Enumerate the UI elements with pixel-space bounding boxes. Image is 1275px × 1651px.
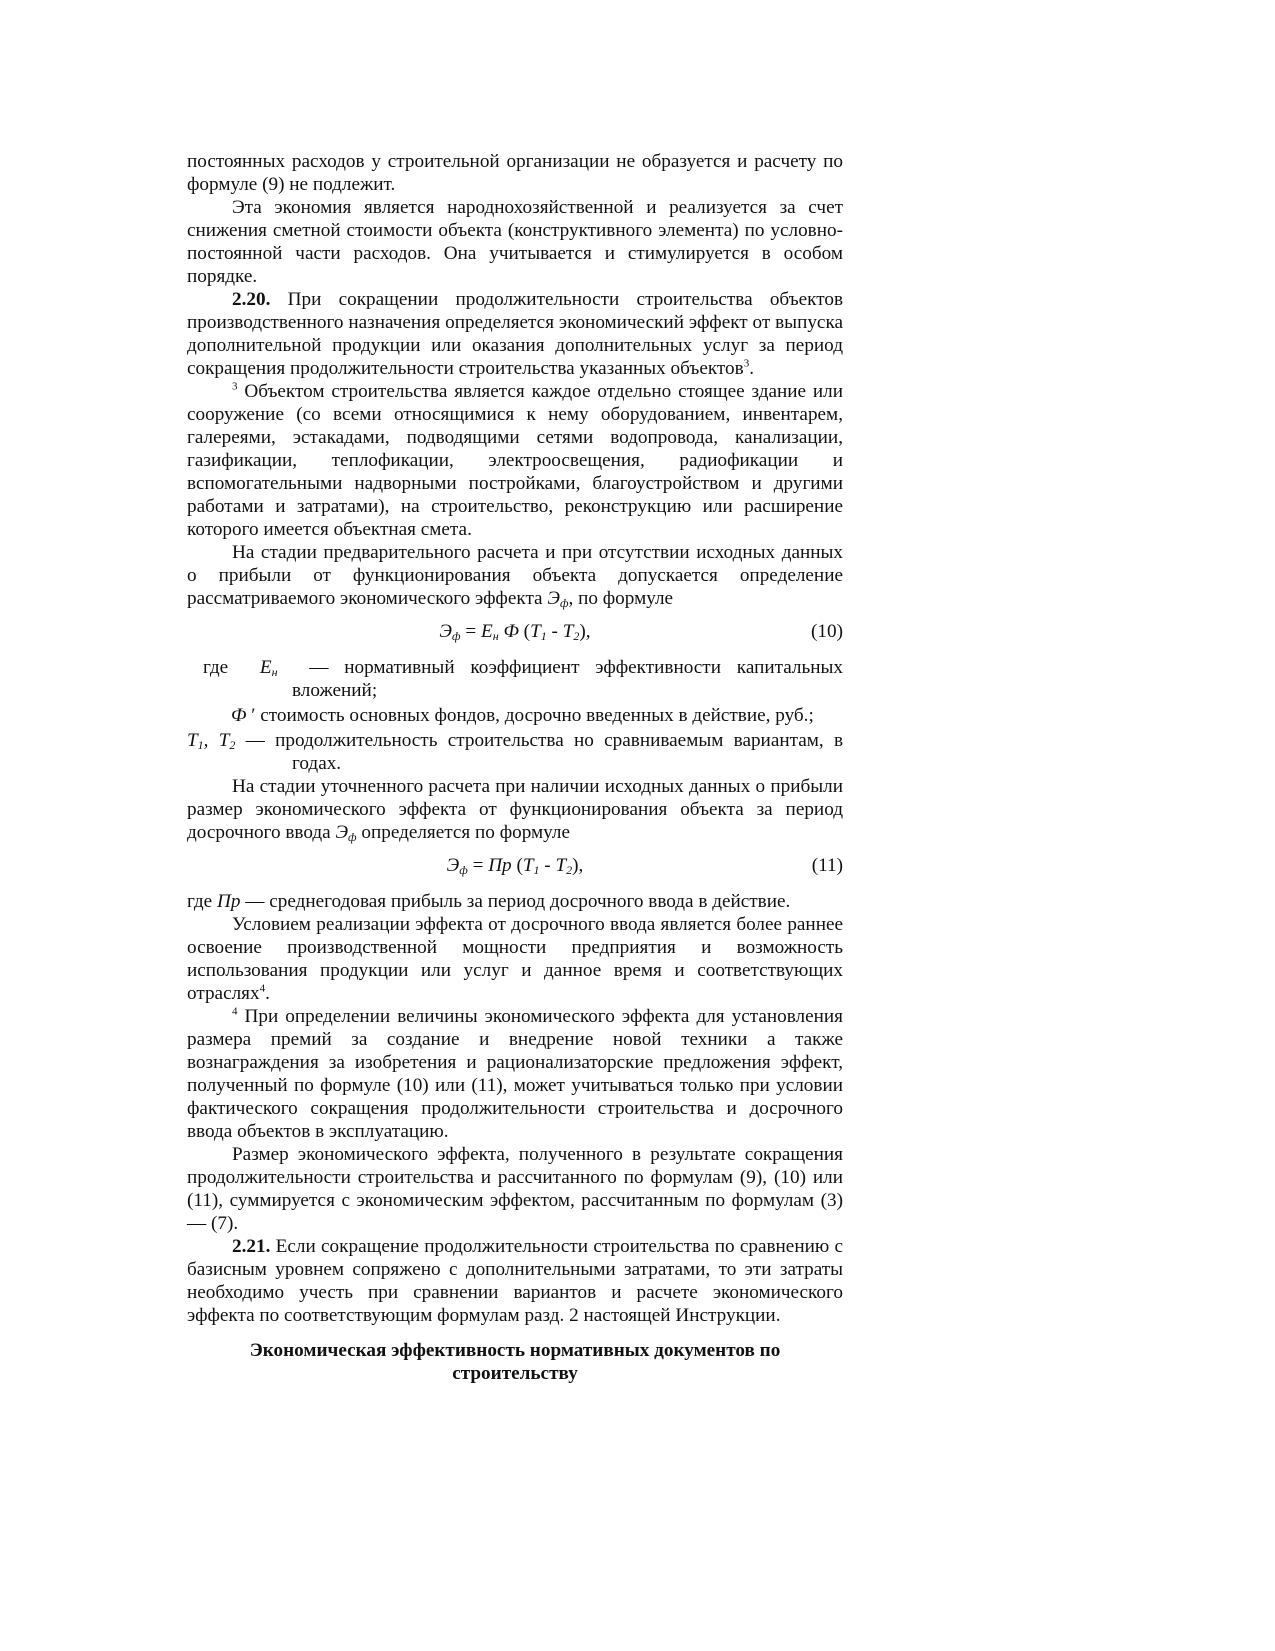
formula-expression xyxy=(187,620,843,643)
paragraph-text: На стадии предварительного расчета и при отсутствии исходных данных о прибыли от функционирования объекта допускается определение рассматриваемого экономического эффекта xyxy=(187,542,843,609)
formula-11 xyxy=(187,854,843,878)
formula-number: (10) xyxy=(811,621,843,642)
punctuation: , xyxy=(203,730,219,751)
punctuation: . xyxy=(265,983,270,1004)
paragraph-text: При сокращении продолжительности строительства объектов производственного назначения определяется экономический эффект от выпуска дополнительной продукции или оказания дополнительных услуг за период сокращения продолжительности строительства указанных объектов xyxy=(187,289,844,379)
paragraph-text: Если сокращение продолжительности строительства по сравнению с базисным уровнем сопряжено с дополнительными затратами, то эти затраты необходимо учесть при сравнении вариантов и расчете экономического эффекта по соответствующим формулам разд. 2 настоящей Инструкции. xyxy=(187,1236,843,1326)
symbol: Е xyxy=(480,621,493,642)
definition-lead: где xyxy=(203,657,229,678)
formula-number: (11) xyxy=(811,855,843,876)
symbol-subscript: н xyxy=(271,665,278,679)
section-number: 2.21. xyxy=(232,1236,271,1257)
paragraph-continuation xyxy=(187,150,843,196)
paragraph-size xyxy=(187,1143,843,1235)
operator: ( xyxy=(511,855,523,876)
punctuation: . xyxy=(749,358,754,379)
symbol-subscript: 1 xyxy=(540,629,547,643)
symbol: Т xyxy=(562,621,574,642)
paragraph-text: Размер экономического эффекта, полученного в результате сокращения продолжительности строительства и рассчитанного по формулам (9), (10) или (11), суммируется с экономическим эффектом, рассчитанным по формулам (3) — (7). xyxy=(187,1144,843,1234)
paragraph-condition xyxy=(187,913,843,1005)
footnote-mark: 4 xyxy=(232,1005,238,1018)
footnote-text: При определении величины экономического эффекта для установления размера премий за создание и внедрение новой техники а также вознаграждения за изобретения и рационализаторские предложения эффект, полученный по формуле (10) или (11), может учитываться только при условии фактического сокращения продолжительности строительства и досрочного ввода объектов в эксплуатацию. xyxy=(187,1006,844,1142)
definition-pr xyxy=(187,890,843,913)
footnote-ref: 4 xyxy=(259,982,266,995)
prime-mark: ′ xyxy=(251,705,256,726)
definition-t1-t2 xyxy=(187,729,843,775)
operator: - xyxy=(546,621,563,642)
symbol-subscript: 2 xyxy=(566,863,573,877)
paragraph-preliminary xyxy=(187,541,843,610)
paragraph-text: , по формуле xyxy=(568,588,674,609)
symbol-subscript: 1 xyxy=(533,863,540,877)
footnote-3 xyxy=(187,380,843,541)
symbol: Т xyxy=(187,730,198,751)
footnote-mark: 3 xyxy=(232,380,238,393)
symbol: Пр xyxy=(488,855,512,876)
paragraph-refined xyxy=(187,775,843,844)
symbol: Е xyxy=(259,657,272,678)
paragraph-economy xyxy=(187,196,843,288)
paragraph-text: определяется по формуле xyxy=(361,822,571,843)
operator: - xyxy=(539,855,556,876)
definition-en xyxy=(187,656,843,702)
definition-text: — продолжительность строительства но сравниваемым вариантам, в годах. xyxy=(245,730,844,774)
symbol: Т xyxy=(555,855,567,876)
symbol-subscript: ф xyxy=(559,596,569,610)
symbol-subscript: ф xyxy=(348,830,357,844)
symbol: Т xyxy=(522,855,534,876)
operator: ), xyxy=(572,855,584,876)
formula-10 xyxy=(187,620,843,644)
definition-text: стоимость основных фондов, досрочно введенных в действие, руб.; xyxy=(260,705,814,726)
section-number: 2.20. xyxy=(232,289,271,310)
footnote-4 xyxy=(187,1005,843,1143)
definition-lead: где xyxy=(187,891,213,912)
formula-expression xyxy=(187,854,843,877)
document-page xyxy=(187,150,843,1385)
definition-phi xyxy=(187,704,843,727)
symbol: Э xyxy=(547,588,560,609)
operator: ( xyxy=(523,621,531,642)
symbol: Э xyxy=(446,855,460,876)
symbol-subscript: 2 xyxy=(573,629,580,643)
symbol-subscript: ф xyxy=(459,863,468,877)
heading-line: строительству xyxy=(452,1363,578,1384)
footnote-ref: 3 xyxy=(743,357,750,370)
operator: = xyxy=(460,621,481,642)
symbol: Ф xyxy=(498,621,524,642)
heading-line: Экономическая эффективность нормативных документов по xyxy=(249,1340,781,1361)
operator: ), xyxy=(579,621,591,642)
definition-text: — нормативный коэффициент эффективности капитальных вложений; xyxy=(292,657,844,701)
paragraph-text: На стадии уточненного расчета при наличии исходных данных о прибыли размер экономического эффекта от функционирования объекта за период досрочного ввода xyxy=(187,776,843,843)
symbol-subscript: ф xyxy=(452,629,461,643)
symbol: Пр xyxy=(217,891,241,912)
symbol: Ф xyxy=(231,705,247,726)
paragraph-text: постоянных расходов у строительной организации не образуется и расчету по формуле (9) не подлежит. xyxy=(187,151,843,195)
formula-10-definitions xyxy=(187,656,843,775)
section-heading xyxy=(187,1339,843,1385)
paragraph-text: Эта экономия является народнохозяйственной и реализуется за счет снижения сметной стоимости объекта (конструктивного элемента) по условно-постоянной части расходов. Она учитывается и стимулируется в особом порядке. xyxy=(187,197,843,287)
symbol: Э xyxy=(439,621,452,642)
symbol-subscript: 2 xyxy=(229,738,236,752)
symbol: Э xyxy=(335,822,349,843)
symbol: Т xyxy=(218,730,230,751)
footnote-text: Объектом строительства является каждое отдельно стоящее здание или сооружение (со всеми относящимися к нему оборудованием, инвентарем, галереями, эстакадами, подводящими сетями водопровода, канализации, газификации, теплофикации, электроосвещения, радиофикации и вспомогательными надворными постройками, благоустройством и другими работами и затратами), на строительство, реконструкцию или расширение которого имеется объектная смета. xyxy=(187,381,843,540)
symbol-subscript: 1 xyxy=(197,738,204,752)
definition-text: — среднегодовая прибыль за период досрочного ввода в действие. xyxy=(245,891,791,912)
paragraph-2-20 xyxy=(187,288,843,380)
operator: = xyxy=(467,855,489,876)
symbol-subscript: н xyxy=(492,629,499,643)
paragraph-2-21 xyxy=(187,1235,843,1327)
paragraph-text: Условием реализации эффекта от досрочного ввода является более раннее освоение производственной мощности предприятия и возможность использования продукции или услуг и данное время и соответствующих отраслях xyxy=(187,914,843,1004)
symbol: Т xyxy=(530,621,541,642)
